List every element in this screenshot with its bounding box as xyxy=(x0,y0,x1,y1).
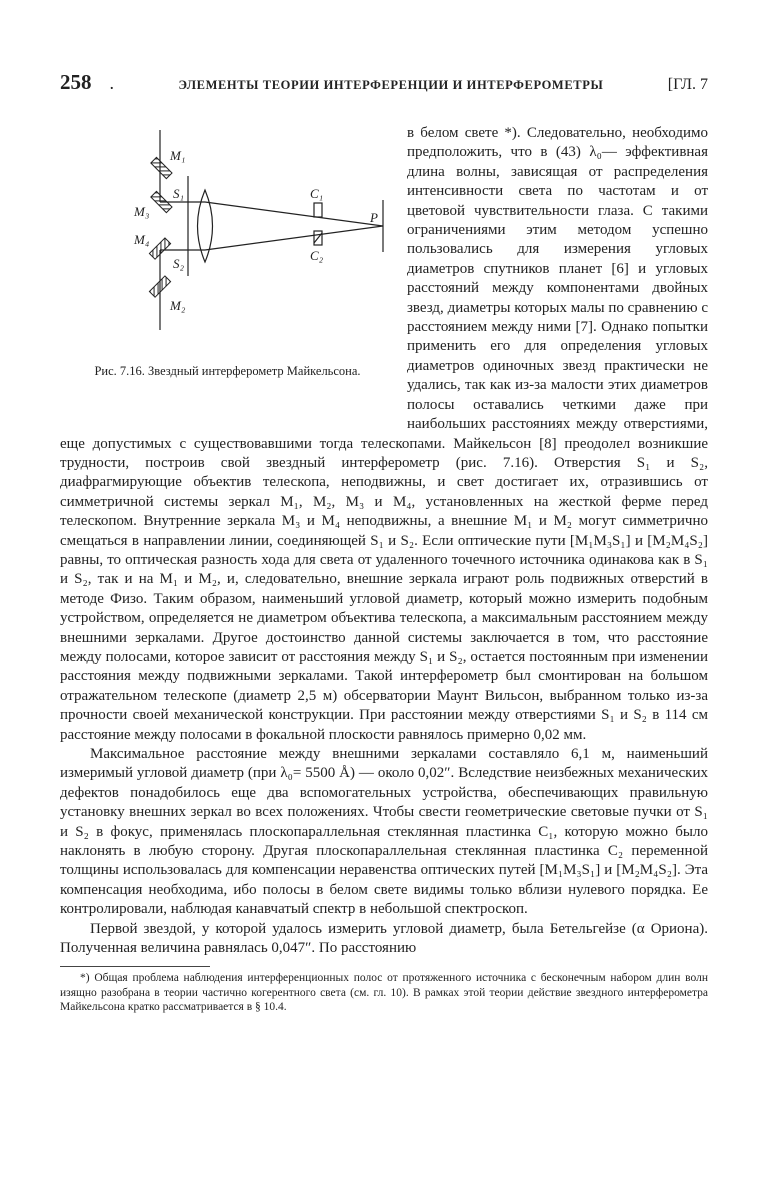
mirror-m1 xyxy=(151,157,172,178)
ray-to-p-upper xyxy=(205,202,383,226)
footnote: *) Общая проблема наблюдения интерференционных полос от протяженного источника с бесконечным набором длин волн изящно разобрана в теории частично когерентного света (см. гл. 10). В рамках этой теории действие звездного интерферометра Майкельсона кратко рассматривается в § 10.4. xyxy=(60,972,708,1014)
label-s1: S₁ xyxy=(173,186,185,201)
chapter-marker: [ГЛ. 7 xyxy=(667,76,708,93)
interferometer-diagram xyxy=(60,130,395,360)
page-number: 258 xyxy=(60,70,92,94)
running-title: ЭЛЕМЕНТЫ ТЕОРИИ ИНТЕРФЕРЕНЦИИ И ИНТЕРФЕРОМЕТРЫ xyxy=(178,78,604,92)
paragraph-2: Максимальное расстояние между внешними зеркалами составляло 6,1 м, наименьший измеримый угловой диаметр (при λ₀= 5500 Å) — около 0,02″. Вследствие неизбежных механических дефектов понадобилось еще два вспомогательных устройства, обеспечивающих правильную установку внешних зеркал во всех положениях. Чтобы свести геометрические световые пучки от S₁ и S₂ в фокус, применялась плоскопараллельная стеклянная пластинка C₁, которую можно было наклонять в любую сторону. Другая плоскопараллельная стеклянная пластинка C₂ переменной толщины использовалась для компенсации неравенства оптических путей [M₁M₃S₁] и [M₂M₄S₂]. Эта компенсация необходима, ибо полосы в белом свете видимы только вблизи нулевого порядка. Ее контролировали, наблюдая канавчатый спектр в небольшой спектроскоп. xyxy=(60,746,708,918)
header-separator: . xyxy=(109,73,114,93)
label-m3: M₃ xyxy=(134,204,150,219)
ray-to-p-lower xyxy=(205,226,383,250)
figure-caption: Рис. 7.16. Звездный интерферометр Майкельсона. xyxy=(94,364,361,378)
figure-7-16 xyxy=(60,130,395,415)
label-m1: M₁ xyxy=(170,148,186,163)
label-p: P xyxy=(370,210,378,225)
label-s2: S₂ xyxy=(173,256,185,271)
paragraph-3: Первой звездой, у которой удалось измерить угловой диаметр, была Бетельгейзе (α Ориона). Полученная величина равнялась 0,047″. По расстоянию xyxy=(60,920,708,957)
label-m4: M₄ xyxy=(134,232,150,247)
label-m2: M₂ xyxy=(170,298,186,313)
book-page xyxy=(60,70,708,1015)
paragraph-1: в белом свете *). Следовательно, необходимо предположить, что в (43) λ₀— эффективная длина волны, зависящая от распределения интенсивности света по частотам и от цветовой чувствительности глаза. С такими ограничениями этим методом успешно пользовались для измерения угловых диаметров спутников планет [6] и угловых расстояний между компонентами двойных звезд, диаметры которых малы по сравнению с расстоянием между ними [7]. Однако попытки применить его для определения угловых диаметров одиночных звезд практически не удались, так как из-за малости этих диаметров полосы оставались четкими даже при наибольших расстояниях между отверстиями, еще допустимых с существовавшими тогда телескопами. Майкельсон [8] преодолел возникшие трудности, построив свой звездный интерферометр (рис. 7.16). Отверстия S₁ и S₂, диафрагмирующие объектив телескопа, неподвижны, и свет достигает их, отразившись от симметричной системы зеркал M₁, M₂, M₃ и M₄, установленных на жесткой ферме перед телескопом. Внутренние зеркала M₃ и M₄ неподвижны, а внешние M₁ и M₂ могут симметрично смещаться в направлении линии, соединяющей S₁ и S₂. Если оптические пути [M₁M₃S₁] и [M₂M₄S₂] равны, то оптическая разность хода для света от удаленного точечного источника одинакова как в S₁ и S₂, так и на M₁ и M₂, и, следовательно, внешние зеркала играют роль подвижных отверстий в методе Физо. Таким образом, наименьший угловой диаметр, который можно измерить подобным устройством, определяется не диаметром объектива телескопа, а максимальным расстоянием между внешними зеркалами. Другое достоинство данной системы заключается в том, что расстояние между полосами, которое зависит от расстояния между S₁ и S₂, остается постоянным при изменении расстояния между подвижными зеркалами. Такой интерферометр был смонтирован на большом отражательном телескопе (диаметр 2,5 м) обсерватории Маунт Вильсон, выбранном только из-за прочности своей механической конструкции. При расстоянии между отверстиями S₁ и S₂ в 114 см расстояние между полосами в фокальной плоскости равнялось примерно 0,02 мм. xyxy=(60,125,708,743)
label-c2: C₂ xyxy=(310,248,324,263)
plate-c1 xyxy=(314,203,322,217)
running-header xyxy=(60,70,708,100)
telescope-objective xyxy=(198,190,213,262)
label-c1: C₁ xyxy=(310,186,324,201)
footnote-rule xyxy=(60,966,210,967)
